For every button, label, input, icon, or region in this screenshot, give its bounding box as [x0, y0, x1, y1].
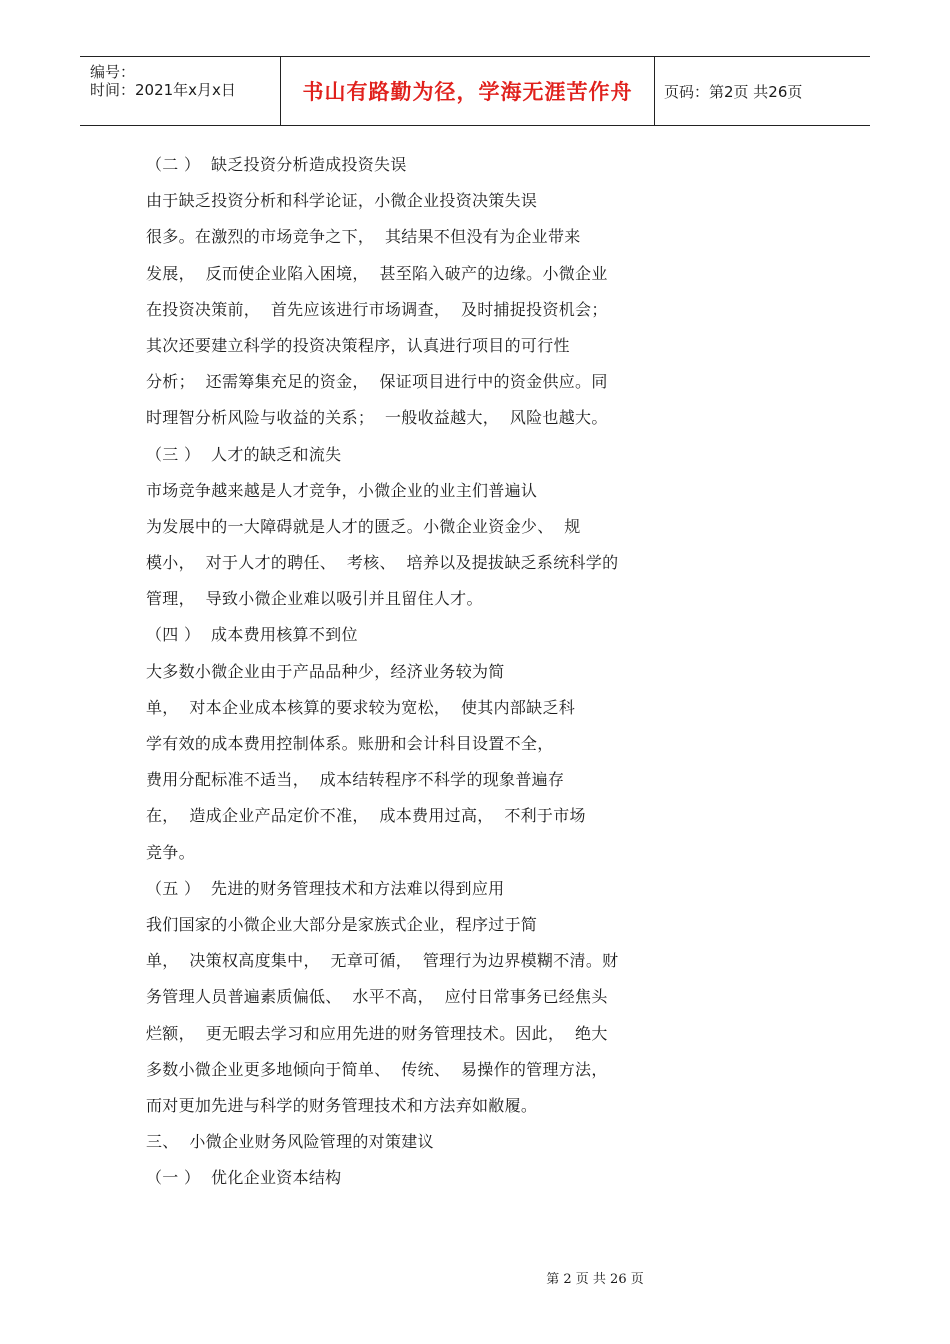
body-text-line: 单， 对本企业成本核算的要求较为宽松， 使其内部缺乏科 [146, 697, 576, 717]
body-text-line: 由于缺乏投资分析和科学论证，小微企业投资决策失误 [146, 191, 538, 211]
body-text-line: 三、 小微企业财务风险管理的对策建议 [146, 1132, 434, 1152]
body-text-line: （四 ） 成本费用核算不到位 [146, 625, 358, 645]
body-text-line: 很多。在激烈的市场竞争之下， 其结果不但没有为企业带来 [146, 227, 581, 247]
body-text-line: 发展， 反而使企业陷入困境， 甚至陷入破产的边缘。小微企业 [146, 263, 608, 283]
body-text-line: 管理， 导致小微企业难以吸引并且留住人才。 [146, 589, 483, 609]
body-text-line: 分析； 还需筹集充足的资金， 保证项目进行中的资金供应。同 [146, 372, 608, 392]
body-text-line: 时理智分析风险与收益的关系； 一般收益越大， 风险也越大。 [146, 408, 608, 428]
body-text-line: 多数小微企业更多地倾向于简单、 传统、 易操作的管理方法， [146, 1059, 608, 1079]
body-text-line: 在， 造成企业产品定价不准， 成本费用过高， 不利于市场 [146, 806, 586, 826]
header-meta-cell [80, 57, 281, 125]
body-text-line: 在投资决策前， 首先应该进行市场调查， 及时捕捉投资机会； [146, 299, 608, 319]
body-text-line: 市场竞争越来越是人才竞争，小微企业的业主们普遍认 [146, 480, 538, 500]
body-text-line: 模小， 对于人才的聘任、 考核、 培养以及提拔缺乏系统科学的 [146, 553, 619, 573]
body-text-line: 其次还要建立科学的投资决策程序，认真进行项目的可行性 [146, 335, 570, 355]
header-page-cell [655, 57, 870, 125]
body-text-line: （三 ） 人才的缺乏和流失 [146, 444, 342, 464]
body-text-line: 我们国家的小微企业大部分是家族式企业，程序过于简 [146, 914, 538, 934]
body-text-line: 费用分配标准不适当， 成本结转程序不科学的现象普遍存 [146, 770, 565, 790]
body-text-line: 竞争。 [146, 842, 195, 862]
body-text-line: （二 ） 缺乏投资分析造成投资失误 [146, 155, 407, 174]
body-text-line: 而对更加先进与科学的财务管理技术和方法弃如敝履。 [146, 1095, 538, 1115]
motto-text: 书山有路勤为径，学海无涯苦作舟 [302, 80, 633, 104]
header-page-info: 页码：第2页 共26页 [664, 82, 803, 101]
date-label: 时间：2021年x月x日 [90, 81, 236, 99]
number-label: 编号： [90, 63, 136, 81]
body-text-line: 烂额， 更无暇去学习和应用先进的财务管理技术。因此， 绝大 [146, 1023, 608, 1043]
body-text-line: 学有效的成本费用控制体系。账册和会计科目设置不全， [146, 734, 554, 753]
body-text-line: 大多数小微企业由于产品品种少，经济业务较为简 [146, 661, 505, 681]
body-text-line: （五 ） 先进的财务管理技术和方法难以得到应用 [146, 878, 505, 898]
footer-page-number: 第 2 页 共 26 页 [546, 1272, 644, 1287]
document-header [80, 56, 870, 126]
body-text-line: （一 ） 优化企业资本结构 [146, 1168, 342, 1188]
header-motto-cell [281, 57, 655, 125]
document-body [146, 147, 666, 1196]
body-text-line: 单， 决策权高度集中， 无章可循， 管理行为边界模糊不清。财 [146, 951, 619, 971]
body-text-line: 务管理人员普遍素质偏低、 水平不高， 应付日常事务已经焦头 [146, 987, 608, 1007]
page-footer [0, 1268, 950, 1287]
body-text-line: 为发展中的一大障碍就是人才的匮乏。小微企业资金少、 规 [146, 516, 581, 536]
